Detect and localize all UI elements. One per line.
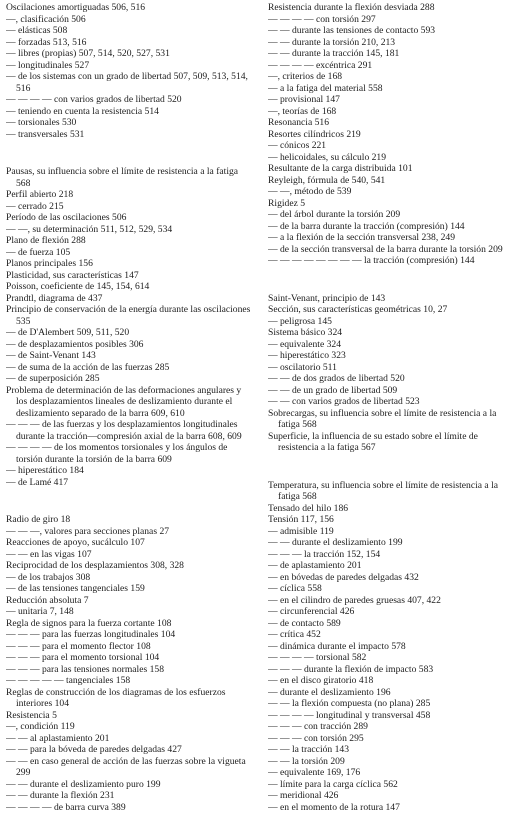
index-entry: — cónicos 221: [268, 140, 516, 152]
index-entry: — — durante las tensiones de contacto 593: [268, 25, 516, 37]
index-entry: — — — para las fuerzas longitudinales 104: [6, 629, 254, 641]
index-entry: — helicoidales, su cálculo 219: [268, 152, 516, 164]
index-entry: — en el disco giratorio 418: [268, 675, 516, 687]
index-entry: — — la torsión 209: [268, 756, 516, 768]
index-entry: — hiperestático 184: [6, 465, 254, 477]
index-entry: Sobrecargas, su influencia sobre el límite de resistencia a la fatiga 568: [268, 408, 516, 431]
index-entry: — equivalente 324: [268, 339, 516, 351]
index-group-oscilaciones: [6, 2, 254, 140]
index-entry: — — durante la tracción 145, 181: [268, 48, 516, 60]
index-entry: — —, su determinación 511, 512, 529, 534: [6, 224, 254, 236]
index-entry: Reducción absoluta 7: [6, 595, 254, 607]
index-entry: — hiperestático 323: [268, 350, 516, 362]
index-entry: Rigidez 5: [268, 198, 516, 210]
index-entry: — límite para la carga cíclica 562: [268, 779, 516, 791]
index-entry: — — — con tracción 289: [268, 721, 516, 733]
index-entry: — — — — — tangenciales 158: [6, 675, 254, 687]
index-entry: Plano de flexión 288: [6, 235, 254, 247]
index-entry: Temperatura, su influencia sobre el límite de resistencia a la fatiga 568: [268, 480, 516, 503]
index-column-right: [268, 2, 516, 813]
index-entry: — provisional 147: [268, 94, 516, 106]
index-group-s: [268, 293, 516, 454]
index-entry: Oscilaciones amortiguadas 506, 516: [6, 2, 254, 14]
index-entry: —, condición 119: [6, 721, 254, 733]
index-entry: — longitudinales 527: [6, 60, 254, 72]
index-entry: — transversales 531: [6, 129, 254, 141]
index-entry: — meridional 426: [268, 790, 516, 802]
index-entry: — de suma de la acción de las fuerzas 285: [6, 362, 254, 374]
index-entry: Principio de conservación de la energía durante las oscilaciones 535: [6, 304, 254, 327]
index-entry: — de desplazamientos posibles 306: [6, 339, 254, 351]
index-group-resistencia-rigidez: [268, 2, 516, 267]
index-entry: — — de dos grados de libertad 520: [268, 373, 516, 385]
index-entry: — — durante el deslizamiento 199: [268, 537, 516, 549]
index-entry: — —, método de 539: [268, 186, 516, 198]
index-entry: Planos principales 156: [6, 258, 254, 270]
index-entry: Sección, sus características geométricas 10, 27: [268, 304, 516, 316]
index-group-t: [268, 480, 516, 813]
index-entry: — en bóvedas de paredes delgadas 432: [268, 572, 516, 584]
index-entry: — cerrado 215: [6, 201, 254, 213]
index-entry: — cíclica 558: [268, 583, 516, 595]
index-entry: — de los sistemas con un grado de libertad 507, 509, 513, 514, 516: [6, 71, 254, 94]
index-entry: Resonancia 516: [268, 117, 516, 129]
index-entry: — — — durante la flexión de impacto 583: [268, 664, 516, 676]
index-entry: — — — de las fuerzas y los desplazamientos longitudinales durante la tracción—compresión axial de la barra 608, 609: [6, 419, 254, 442]
index-entry: Radio de giro 18: [6, 514, 254, 526]
index-entry: — — — — de los momentos torsionales y los ángulos de torsión durante la torsión de la barra 609: [6, 442, 254, 465]
index-entry: — — en las vigas 107: [6, 549, 254, 561]
index-entry: — — durante la torsión 210, 213: [268, 37, 516, 49]
index-entry: — a la flexión de la sección transversal 238, 249: [268, 232, 516, 244]
index-entry: Perfil abierto 218: [6, 189, 254, 201]
index-entry: — — para la bóveda de paredes delgadas 427: [6, 744, 254, 756]
index-entry: — — la flexión compuesta (no plana) 285: [268, 698, 516, 710]
index-entry: — de superposición 285: [6, 373, 254, 385]
index-entry: — — de un grado de libertad 509: [268, 385, 516, 397]
index-entry: — oscilatorio 511: [268, 362, 516, 374]
index-entry: — de fuerza 105: [6, 247, 254, 259]
index-entry: — teniendo en cuenta la resistencia 514: [6, 106, 254, 118]
index-group-r: [6, 514, 254, 813]
index-entry: Sistema básico 324: [268, 327, 516, 339]
index-entry: — durante el deslizamiento 196: [268, 687, 516, 699]
index-entry: —, criterios de 168: [268, 71, 516, 83]
index-entry: Tensado del hilo 186: [268, 503, 516, 515]
index-entry: — de contacto 589: [268, 618, 516, 630]
index-entry: — — — para el momento torsional 104: [6, 652, 254, 664]
index-entry: — de Saint-Venant 143: [6, 350, 254, 362]
index-entry: Reyleigh, fórmula de 540, 541: [268, 175, 516, 187]
index-entry: — de Lamé 417: [6, 477, 254, 489]
index-entry: —, teorías de 168: [268, 106, 516, 118]
index-entry: — — — — excéntrica 291: [268, 60, 516, 72]
index-entry: — admisible 119: [268, 526, 516, 538]
index-entry: — libres (propias) 507, 514, 520, 527, 531: [6, 48, 254, 60]
index-entry: — torsionales 530: [6, 117, 254, 129]
index-entry: Resultante de la carga distribuida 101: [268, 163, 516, 175]
index-entry: — — — — de barra curva 389: [6, 802, 254, 813]
index-entry: Prandtl, diagrama de 437: [6, 293, 254, 305]
index-entry: — de las tensiones tangenciales 159: [6, 583, 254, 595]
index-entry: — de la barra durante la tracción (compresión) 144: [268, 221, 516, 233]
index-entry: — de la sección transversal de la barra durante la torsión 209: [268, 244, 516, 256]
index-entry: — — — con torsión 295: [268, 733, 516, 745]
index-entry: — — la tracción 143: [268, 744, 516, 756]
index-entry: — unitaria 7, 148: [6, 606, 254, 618]
index-entry: —, clasificación 506: [6, 14, 254, 26]
index-entry: — forzadas 513, 516: [6, 37, 254, 49]
index-entry: — — durante el deslizamiento puro 199: [6, 779, 254, 791]
index-entry: — — en caso general de acción de las fuerzas sobre la vigueta 299: [6, 756, 254, 779]
index-entry: Reglas de construcción de los diagramas de los esfuerzos interiores 104: [6, 687, 254, 710]
index-entry: Reacciones de apoyo, sucálculo 107: [6, 537, 254, 549]
index-entry: — equivalente 169, 176: [268, 767, 516, 779]
index-entry: — — — para el momento flector 108: [6, 641, 254, 653]
index-entry: — en el cilindro de paredes gruesas 407, 422: [268, 595, 516, 607]
index-entry: — crítica 452: [268, 629, 516, 641]
index-entry: — — al aplastamiento 201: [6, 733, 254, 745]
index-entry: Reciprocidad de los desplazamientos 308, 328: [6, 560, 254, 572]
index-entry: — — con varios grados de libertad 523: [268, 396, 516, 408]
index-entry: Problema de determinación de las deformaciones angulares y los desplazamientos lineales de deslizamiento durante el deslizamiento separado de la barra 609, 610: [6, 385, 254, 420]
index-entry: — — — — — — — — la tracción (compresión) 144: [268, 255, 516, 267]
index-group-p: [6, 166, 254, 488]
index-entry: — peligrosa 145: [268, 316, 516, 328]
index-entry: Saint-Venant, principio de 143: [268, 293, 516, 305]
index-entry: Tensión 117, 156: [268, 514, 516, 526]
index-entry: — — durante la flexión 231: [6, 790, 254, 802]
index-entry: — — — la tracción 152, 154: [268, 549, 516, 561]
index-entry: Plasticidad, sus características 147: [6, 270, 254, 282]
index-entry: — — — — torsional 582: [268, 652, 516, 664]
index-entry: — — — — longitudinal y transversal 458: [268, 710, 516, 722]
index-entry: — — — — con varios grados de libertad 520: [6, 94, 254, 106]
index-entry: Superficie, la influencia de su estado sobre el límite de resistencia a la fatiga 567: [268, 431, 516, 454]
index-entry: — en el momento de la rotura 147: [268, 802, 516, 813]
index-entry: — de aplastamiento 201: [268, 560, 516, 572]
index-entry: — de los trabajos 308: [6, 572, 254, 584]
index-entry: — — —, valores para secciones planas 27: [6, 526, 254, 538]
index-entry: — a la fatiga del material 558: [268, 83, 516, 95]
index-entry: — dinámica durante el impacto 578: [268, 641, 516, 653]
index-entry: — — — para las tensiones normales 158: [6, 664, 254, 676]
index-column-left: [6, 2, 254, 813]
index-entry: — elásticas 508: [6, 25, 254, 37]
index-entry: — — — — con torsión 297: [268, 14, 516, 26]
index-entry: Período de las oscilaciones 506: [6, 212, 254, 224]
index-entry: — de D'Alembert 509, 511, 520: [6, 327, 254, 339]
index-entry: Resistencia 5: [6, 710, 254, 722]
index-entry: Resortes cilíndricos 219: [268, 129, 516, 141]
index-entry: Regla de signos para la fuerza cortante 108: [6, 618, 254, 630]
index-entry: — circunferencial 426: [268, 606, 516, 618]
index-entry: Poisson, coeficiente de 145, 154, 614: [6, 281, 254, 293]
index-entry: Pausas, su influencia sobre el límite de resistencia a la fatiga 568: [6, 166, 254, 189]
index-entry: Resistencia durante la flexión desviada 288: [268, 2, 516, 14]
index-entry: — del árbol durante la torsión 209: [268, 209, 516, 221]
